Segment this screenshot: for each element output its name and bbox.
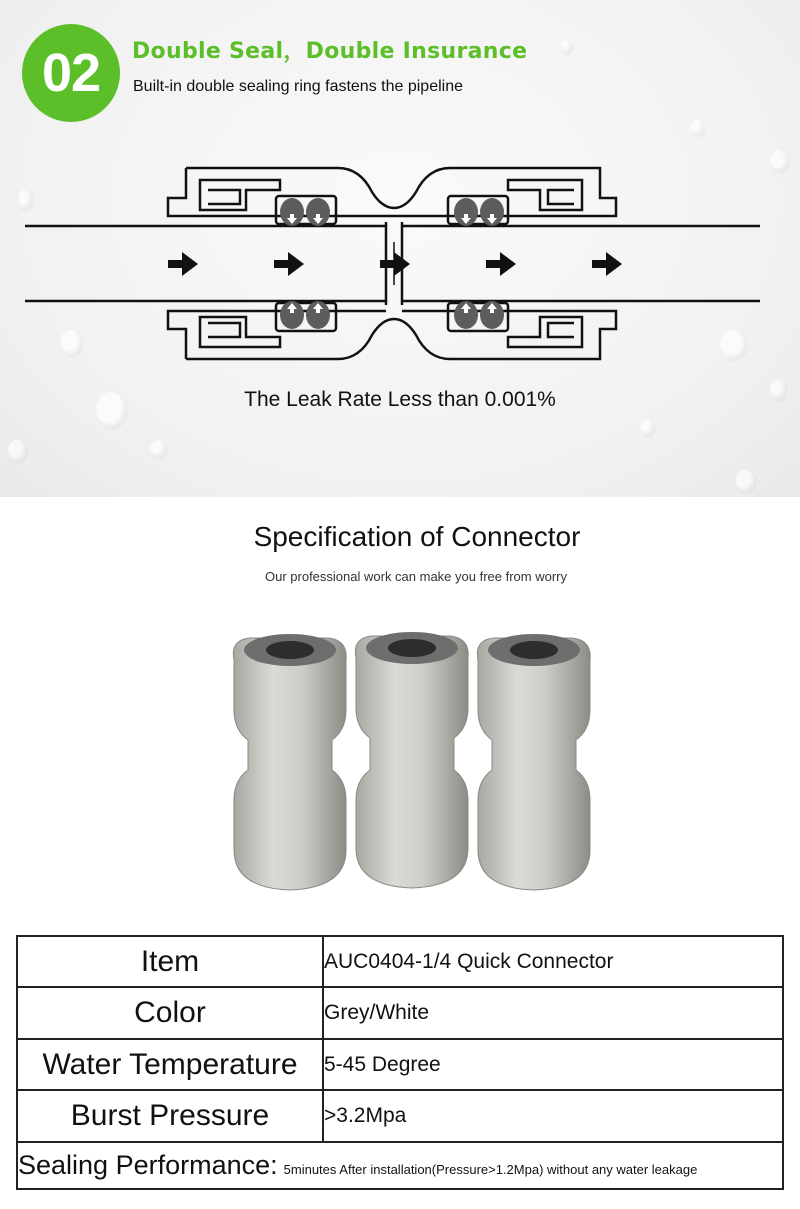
- spec-label: Sealing Performance:: [18, 1149, 278, 1180]
- table-row: [17, 1142, 783, 1189]
- water-drop: [690, 120, 704, 136]
- sealing-performance-cell: [17, 1142, 783, 1189]
- table-row: [17, 987, 783, 1038]
- flow-arrow: [486, 252, 516, 276]
- feature-title: Double Seal，Double Insurance: [132, 39, 528, 64]
- spec-label: Water Temperature: [17, 1039, 323, 1090]
- table-row: [17, 936, 783, 987]
- water-drop: [150, 440, 166, 458]
- water-drop: [560, 40, 572, 54]
- water-drop: [640, 420, 654, 436]
- spec-label: Color: [17, 987, 323, 1038]
- spec-value: AUC0404-1/4 Quick Connector: [323, 936, 783, 987]
- table-row: [17, 1039, 783, 1090]
- water-drop: [8, 440, 26, 462]
- feature-panel: [0, 0, 800, 497]
- water-drop: [735, 470, 755, 492]
- flow-arrow: [168, 252, 198, 276]
- spec-value: 5-45 Degree: [323, 1039, 783, 1090]
- spec-value: Grey/White: [323, 987, 783, 1038]
- feature-subtitle: Built-in double sealing ring fastens the pipeline: [133, 78, 463, 95]
- spec-label: Burst Pressure: [17, 1090, 323, 1141]
- table-row: [17, 1090, 783, 1141]
- connector-product-photo: [200, 620, 600, 910]
- spec-table: [16, 935, 784, 1190]
- connector-left: [233, 634, 346, 890]
- leak-rate-caption: The Leak Rate Less than 0.001%: [244, 388, 556, 411]
- spec-value: >3.2Mpa: [323, 1090, 783, 1141]
- step-number-badge: 02: [22, 24, 120, 122]
- spec-title: Specification of Connector: [253, 521, 581, 552]
- spec-value: 5minutes After installation(Pressure>1.2Mpa) without any water leakage: [283, 1161, 698, 1177]
- flow-arrow: [274, 252, 304, 276]
- connector-right: [477, 634, 590, 890]
- flow-arrow: [380, 252, 410, 276]
- double-seal-diagram: [0, 150, 800, 370]
- spec-subtitle: Our professional work can make you free from worry: [265, 569, 567, 584]
- spec-label: Item: [17, 936, 323, 987]
- flow-arrow: [592, 252, 622, 276]
- connector-middle: [355, 632, 468, 888]
